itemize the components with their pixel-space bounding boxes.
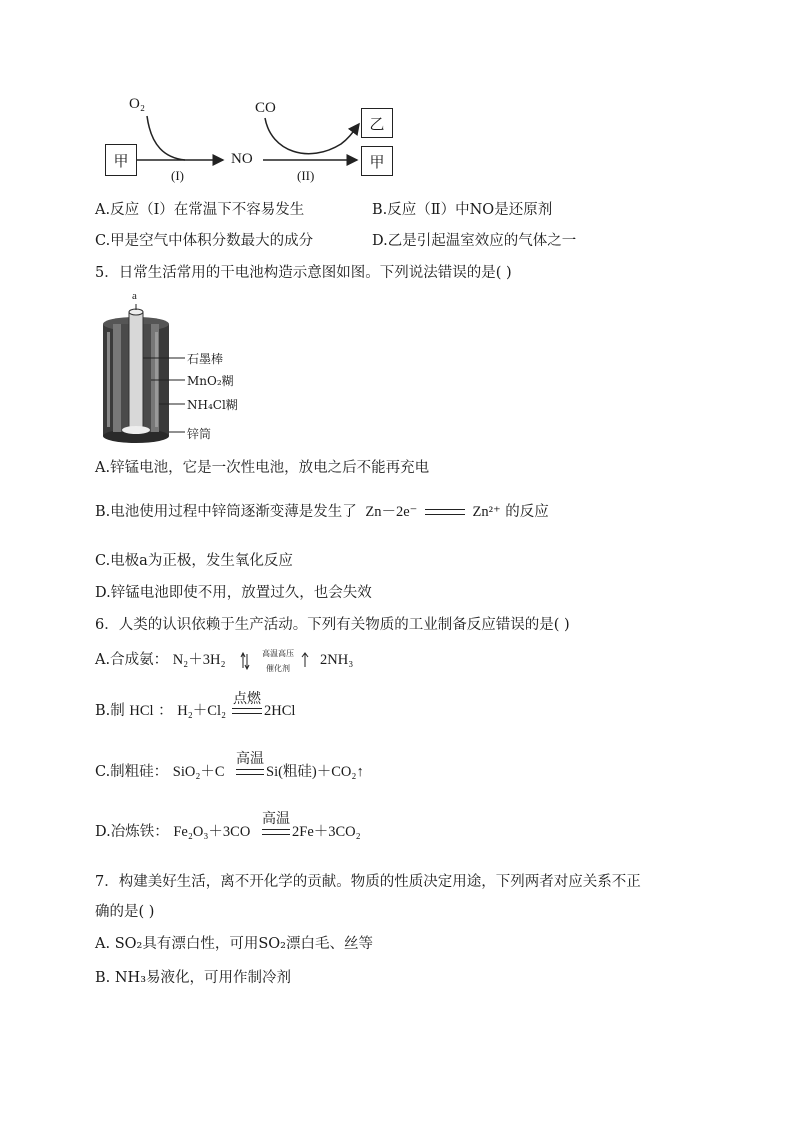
step1-label: (I) — [171, 168, 184, 183]
q6-b-right: 2HCl — [264, 703, 296, 719]
step2-label: (II) — [297, 168, 315, 183]
product-no: NO — [231, 151, 253, 167]
q6-d-eq-sign — [262, 829, 290, 835]
q6-option-c — [95, 762, 225, 782]
q6-a-left: N₂＋3H₂ — [172, 652, 226, 668]
q6-a-right: 2NH₃ — [320, 652, 354, 668]
q5-option-a: A.锌锰电池，它是一次性电池，放电之后不能再充电 — [95, 460, 430, 476]
q6-b-left: H₂＋Cl₂ — [177, 703, 227, 719]
box-yi: 乙 — [361, 108, 393, 138]
q6-b-prefix: B.制 — [95, 703, 125, 719]
arrow-co-curve — [265, 118, 359, 154]
q4-option-b: B.反应（Ⅱ）中NO是还原剂 — [372, 202, 553, 218]
battery-label-graphite: 石墨棒 — [187, 352, 224, 366]
battery-label-a: a — [132, 290, 137, 302]
q5-b-eq-left: Zn－2e⁻ — [365, 504, 418, 520]
q6-stem: 6．人类的认识依赖于生产活动。下列有关物质的工业制备反应错误的是( ) — [95, 617, 570, 633]
q6-b-hcl: HCl — [129, 703, 154, 719]
q5-b-suffix: 的反应 — [505, 504, 549, 520]
q5-b-prefix: B.电池使用过程中锌筒逐渐变薄是发生了 — [95, 504, 357, 520]
q6-c-right: Si(粗硅)＋CO₂↑ — [266, 764, 364, 780]
battery-figure — [95, 292, 255, 447]
battery-label-zinc: 锌筒 — [187, 427, 212, 441]
q6-c-eq-sign — [236, 769, 264, 775]
q4-option-c: C.甲是空气中体积分数最大的成分 — [95, 233, 314, 249]
box-jia-right: 甲 — [361, 146, 393, 176]
reaction-scheme — [95, 88, 415, 188]
q5-b-eq-right: Zn²⁺ — [472, 504, 501, 520]
q7-stem-line2: 确的是( ) — [95, 904, 155, 920]
q7-stem-line1: 7．构建美好生活，离不开化学的贡献。物质的性质决定用途，下列两者对应关系不正 — [95, 874, 641, 890]
battery-label-nh4cl: NH₄Cl糊 — [187, 398, 238, 412]
q5-stem: 5．日常生活常用的干电池构造示意图如图。下列说法错误的是( ) — [95, 265, 512, 281]
q5-option-c: C.电极a为正极，发生氧化反应 — [95, 553, 293, 569]
battery-label-mno2: MnO₂糊 — [187, 374, 234, 388]
q6-a-cond-top: 高温高压 — [262, 649, 294, 658]
box-jia-left: 甲 — [105, 144, 137, 176]
q6-option-d — [95, 822, 250, 842]
q6-d-prefix: D.冶炼铁： — [95, 824, 169, 840]
q6-a-up-arrow — [301, 652, 309, 668]
q5-option-d: D.锌锰电池即使不用，放置过久，也会失效 — [95, 585, 372, 601]
q6-b-colon: ： — [158, 703, 173, 719]
q6-c-prefix: C.制粗硅： — [95, 764, 169, 780]
q5-option-b — [95, 502, 549, 522]
q6-option-a — [95, 650, 226, 670]
q6-d-cond: 高温 — [262, 811, 290, 827]
q6-b-cond: 点燃 — [233, 691, 261, 707]
q6-a-reversible-arrow — [239, 652, 251, 670]
reactant-o2: O₂ — [129, 96, 146, 112]
q6-b-eq-sign — [232, 708, 262, 714]
q6-a-prefix: A.合成氨： — [95, 652, 169, 668]
arrow-o2-curve — [147, 116, 185, 160]
reactant-co: CO — [255, 100, 276, 116]
q6-a-cond-bottom: 催化剂 — [266, 664, 290, 673]
q6-c-cond: 高温 — [236, 751, 264, 767]
q5-b-eq-sign — [425, 509, 465, 515]
q4-option-d: D.乙是引起温室效应的气体之一 — [372, 233, 577, 249]
q6-option-b — [95, 701, 226, 721]
q7-option-b: B. NH₃易液化，可用作制冷剂 — [95, 970, 292, 986]
q6-d-left: Fe₂O₃＋3CO — [173, 824, 251, 840]
q4-option-a: A.反应（Ⅰ）在常温下不容易发生 — [95, 202, 305, 218]
q6-d-right: 2Fe＋3CO₂ — [292, 824, 361, 840]
battery-illustration — [95, 292, 255, 447]
q6-c-left: SiO₂＋C — [172, 764, 225, 780]
q7-option-a: A. SO₂具有漂白性，可用SO₂漂白毛、丝等 — [95, 936, 373, 952]
